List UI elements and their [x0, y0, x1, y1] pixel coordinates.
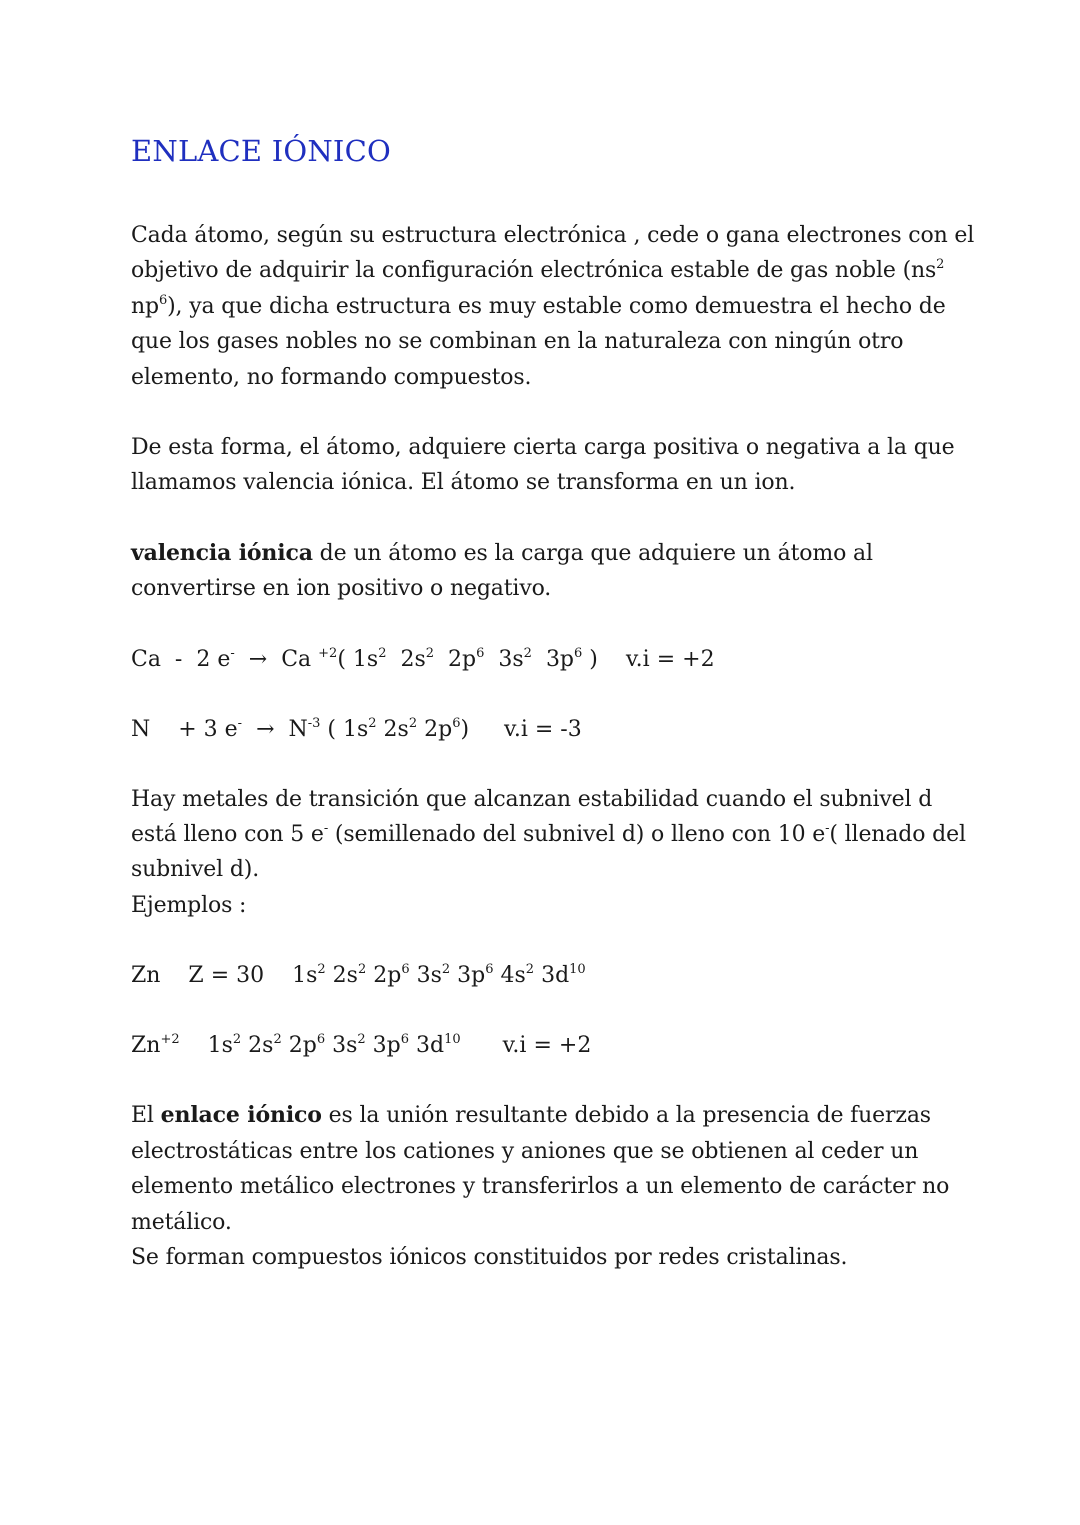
text-span: N + 3 e	[131, 716, 238, 742]
text-span: → N	[242, 716, 308, 742]
text-span: 2p	[281, 1033, 317, 1059]
superscript: 2	[425, 645, 435, 661]
text-line: subnivel d).	[131, 857, 260, 883]
text-line	[131, 289, 961, 324]
text-span: 2p	[417, 716, 453, 742]
text-span: 2p	[366, 963, 402, 989]
text-span: v.i = +2	[460, 1033, 592, 1059]
text-line: elemento metálico electrones y transferirlos a un elemento de carácter no	[131, 1174, 950, 1200]
text-span: ( 1s	[320, 716, 369, 742]
text-span: 4s	[493, 963, 526, 989]
superscript: +2	[160, 1032, 180, 1048]
paragraph-ionic-charge	[131, 430, 961, 501]
text-span: 3s	[409, 963, 442, 989]
text-line: convertirse en ion positivo o negativo.	[131, 576, 552, 602]
superscript: 2	[441, 962, 451, 978]
spacer	[131, 1063, 961, 1098]
text-span: 2s	[241, 1033, 274, 1059]
spacer	[131, 923, 961, 958]
text-span: ) v.i = +2	[582, 646, 715, 672]
text-line: Cada átomo, según su estructura electrónica , cede o gana electrones con el	[131, 223, 975, 248]
equation-zinc	[131, 958, 961, 993]
equation-zinc-ion	[131, 1028, 961, 1063]
text-line: elemento, no formando compuestos.	[131, 364, 532, 390]
text-span: 2s	[386, 646, 426, 672]
paragraph-transition-metals	[131, 782, 966, 924]
superscript: -	[323, 821, 329, 837]
spacer	[131, 174, 961, 218]
bold-term: valencia iónica	[131, 539, 313, 566]
text-span: ), ya que dicha estructura es muy estable como demuestra el hecho de	[167, 293, 946, 319]
superscript: 2	[523, 645, 532, 661]
equation-nitrogen	[131, 712, 961, 747]
superscript: 10	[444, 1032, 461, 1048]
text-line: De esta forma, el átomo, adquiere cierta carga positiva o negativa a la que	[131, 435, 955, 461]
text-span: (semillenado del subnivel d) o lleno con 10 e	[328, 822, 826, 848]
text-line	[131, 1098, 961, 1133]
spacer	[131, 747, 961, 782]
spacer	[131, 993, 961, 1028]
spacer	[131, 677, 961, 712]
superscript: 6	[452, 715, 461, 731]
text-span: 2s	[376, 716, 409, 742]
superscript: 2	[525, 962, 535, 978]
superscript: 6	[400, 1032, 410, 1048]
superscript: -	[237, 715, 243, 731]
text-span: 3p	[531, 646, 575, 672]
text-span: objetivo de adquirir la configuración electrónica estable de gas noble (ns	[131, 258, 937, 284]
text-span: El	[131, 1103, 161, 1129]
text-span: ) v.i = -3	[460, 716, 582, 742]
text-line	[131, 536, 961, 571]
text-span: 3p	[450, 963, 486, 989]
document-page	[131, 128, 975, 1275]
text-span: Ca - 2 e	[131, 646, 231, 672]
equation-calcium	[131, 642, 961, 677]
paragraph-definition	[131, 536, 961, 607]
bold-term: enlace iónico	[160, 1102, 322, 1129]
spacer	[131, 607, 961, 642]
text-span: Zn	[131, 1033, 161, 1059]
superscript: 6	[158, 292, 168, 308]
superscript: +2	[318, 645, 338, 661]
page-title: ENLACE IÓNICO	[131, 134, 391, 168]
text-span: 1s	[179, 1033, 233, 1059]
text-span: → Ca	[234, 646, 319, 672]
text-line: Ejemplos :	[131, 892, 247, 918]
text-line: Hay metales de transición que alcanzan estabilidad cuando el subnivel d	[131, 786, 933, 812]
superscript: 2	[357, 962, 367, 978]
superscript: -	[230, 645, 235, 661]
superscript: 2	[936, 257, 945, 273]
text-span: es la unión resultante debido a la presencia de fuerzas	[321, 1103, 931, 1129]
superscript: 6	[316, 1032, 326, 1048]
superscript: 6	[574, 645, 583, 661]
superscript: 2	[378, 645, 387, 661]
text-line: metálico.	[131, 1209, 232, 1235]
text-span: 3d	[534, 963, 570, 989]
superscript: 2	[317, 962, 326, 978]
text-span: 3p	[365, 1033, 401, 1059]
superscript: -	[825, 821, 830, 837]
superscript: 6	[476, 645, 485, 661]
superscript: 6	[401, 962, 410, 978]
text-span: Zn Z = 30 1s	[131, 963, 318, 989]
text-line: llamamos valencia iónica. El átomo se transforma en un ion.	[131, 470, 796, 496]
superscript: 2	[368, 715, 377, 731]
superscript: 2	[357, 1032, 366, 1048]
superscript: 2	[273, 1032, 282, 1048]
text-span: 3s	[484, 646, 524, 672]
paragraph-noble-gas	[131, 218, 975, 395]
superscript: 6	[485, 962, 494, 978]
text-span: 3s	[325, 1033, 358, 1059]
superscript: 2	[232, 1032, 242, 1048]
spacer	[131, 501, 961, 536]
text-line: Se forman compuestos iónicos constituidos por redes cristalinas.	[131, 1244, 848, 1270]
text-span: np	[131, 293, 159, 319]
text-span: está lleno con 5 e	[131, 822, 324, 848]
text-line: electrostáticas entre los cationes y aniones que se obtienen al ceder un	[131, 1138, 919, 1164]
spacer	[131, 395, 961, 430]
text-span: ( 1s	[337, 646, 379, 672]
text-span: 2p	[434, 646, 477, 672]
superscript: 2	[408, 715, 418, 731]
text-span: 3d	[409, 1033, 445, 1059]
superscript: -3	[307, 715, 321, 731]
text-span: de un átomo es la carga que adquiere un átomo al	[312, 540, 873, 566]
text-line	[131, 253, 961, 288]
text-line	[131, 817, 966, 852]
paragraph-ionic-bond	[131, 1098, 961, 1275]
text-span: ( llenado del	[829, 822, 966, 848]
text-span: 2s	[325, 963, 358, 989]
superscript: 10	[569, 962, 586, 978]
text-line: que los gases nobles no se combinan en la naturaleza con ningún otro	[131, 329, 904, 355]
